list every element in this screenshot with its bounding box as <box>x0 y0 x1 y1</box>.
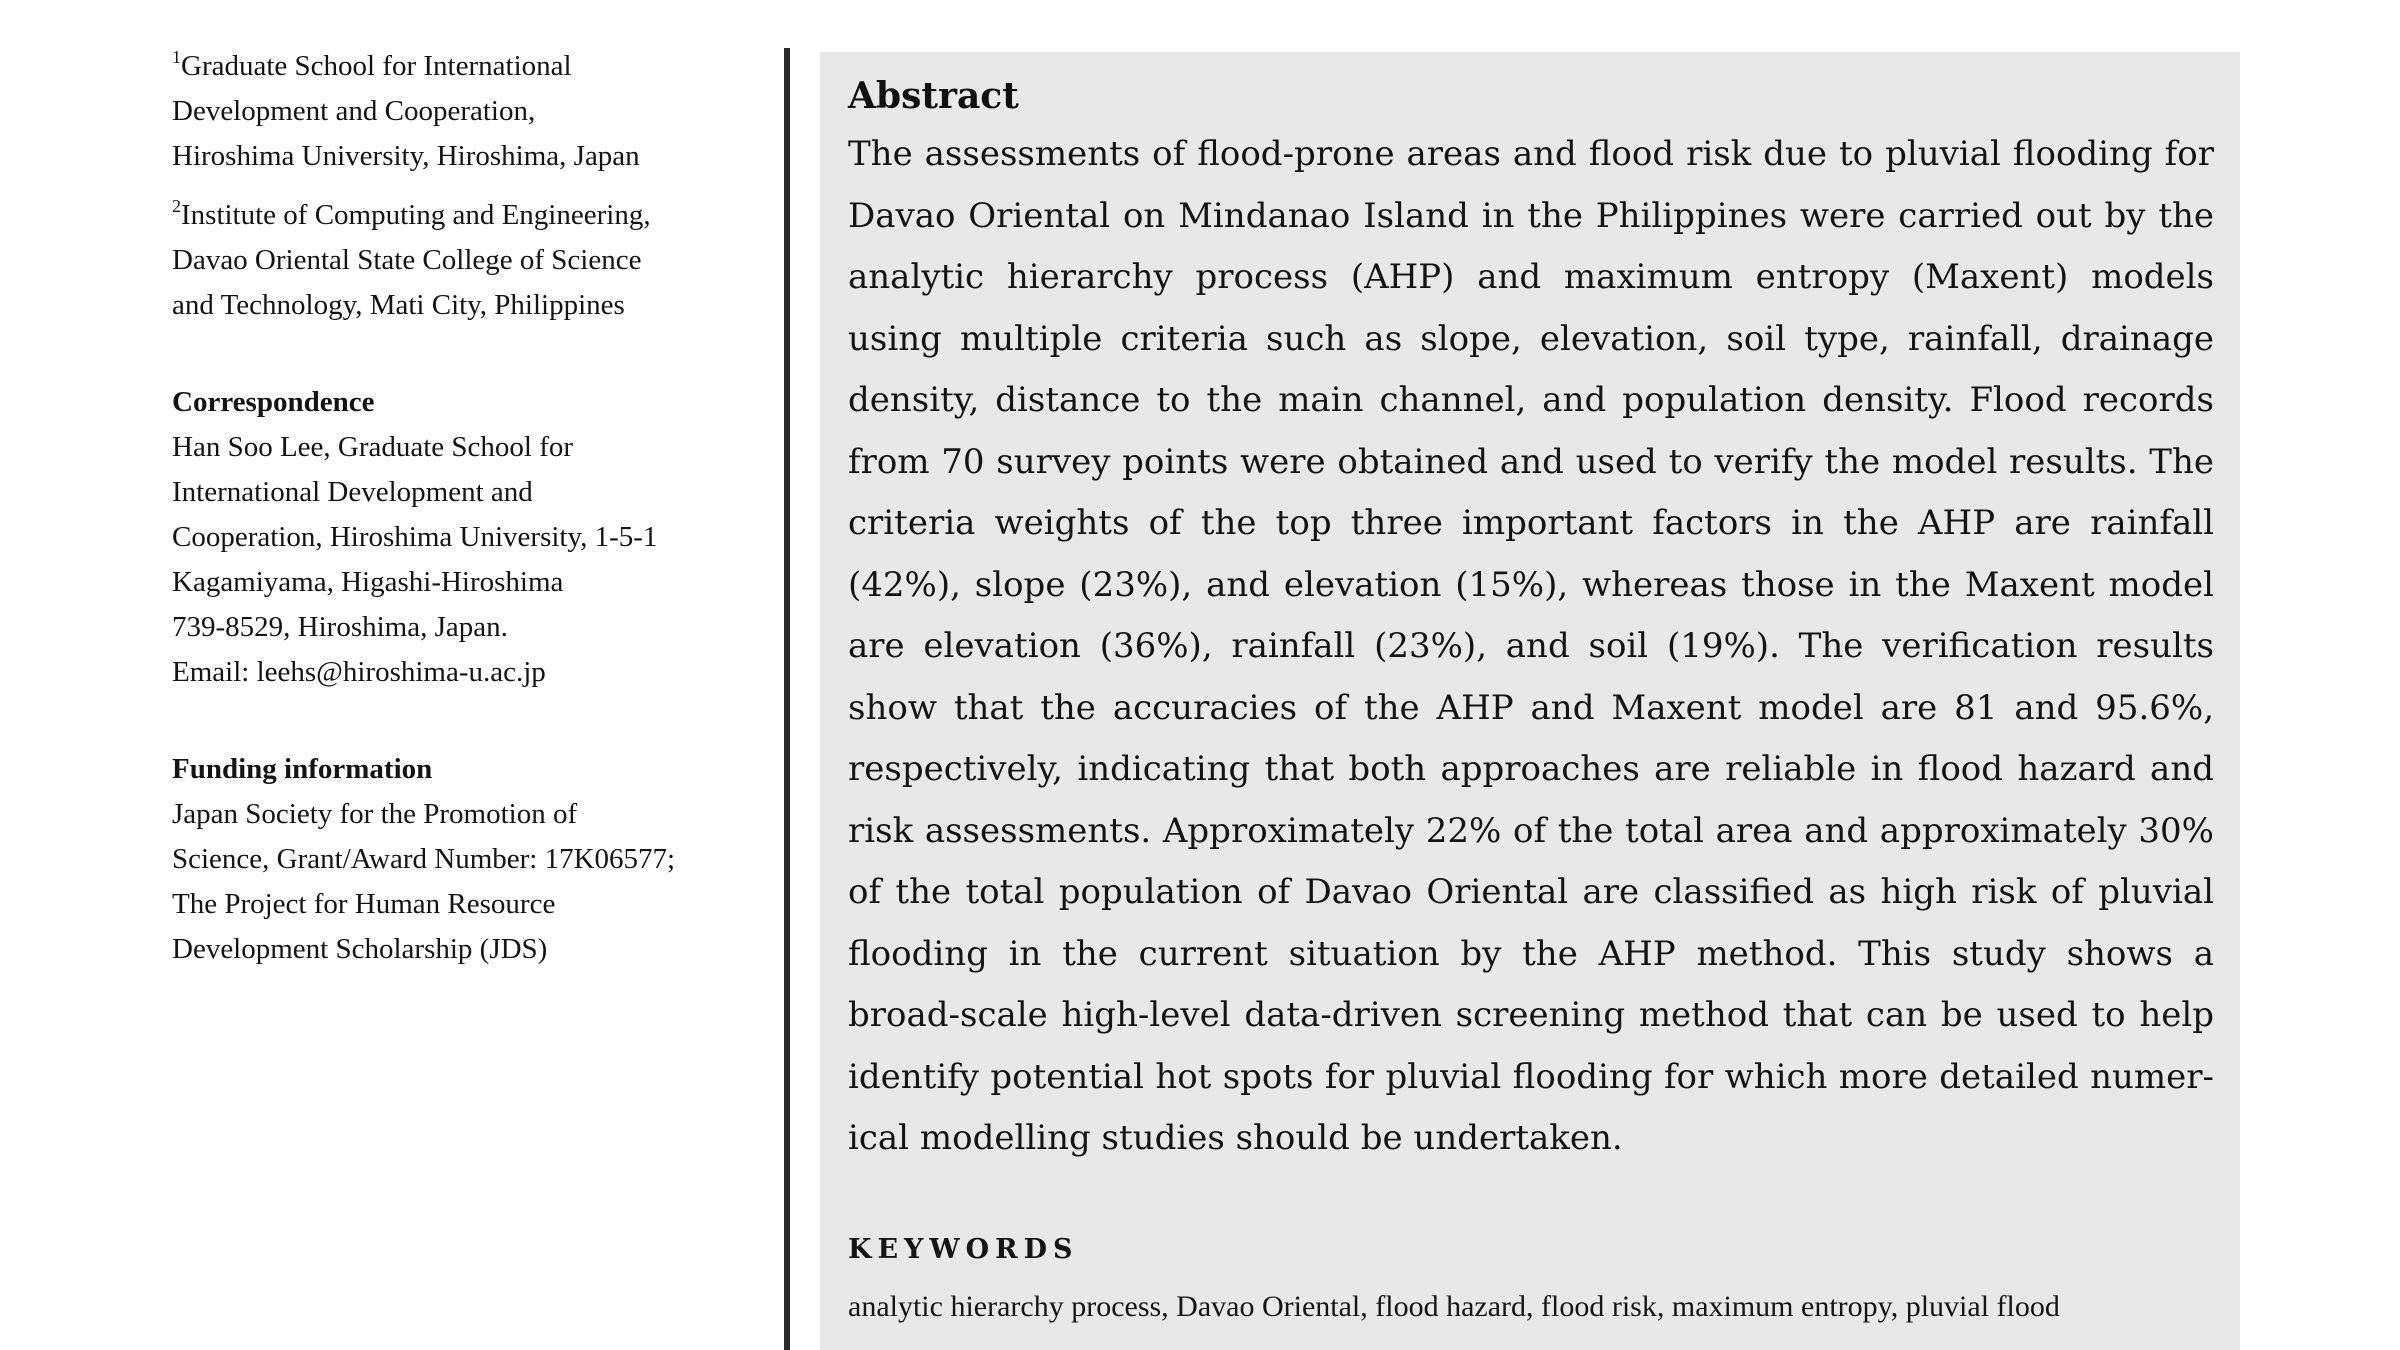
affiliation-line <box>172 44 772 89</box>
abstract-text: The assessments of flood-prone areas and flood risk due to pluvial flooding for Davao Oriental on Mindanao Island in the Philippines were carried out by the analytic hierarchy process (AHP) and maximum entropy (Maxent) models using multiple criteria such as slope, elevation, soil type, rainfall, drainage density, distance to the main channel, and population density. Flood records from 70 survey points were obtained and used to verify the model results. The criteria weights of the top three important factors in the AHP are rainfall (42%), slope (23%), and elevation (15%), whereas those in the Maxent model are elevation (36%), rainfall (23%), and soil (19%). The verification results show that the accuracies of the AHP and Maxent model are 81 and 95.6%, respectively, indicating that both approaches are reliable in flood hazard and risk assessments. Approximately 22% of the total area and approximately 30% of the total population of Davao Oriental are classified as high risk of pluvial flooding in the current situation by the AHP method. This study shows a broad-scale high-level data-driven screening method that can be used to help identify potential hot spots for pluvial flooding for which more detailed numerical modelling studies should be undertaken. <box>848 134 2214 1158</box>
funding-line: Japan Society for the Promotion of <box>172 798 578 830</box>
column-divider <box>784 48 790 1350</box>
affiliation-text: Graduate School for International <box>181 50 572 82</box>
affiliation-line: Hiroshima University, Hiroshima, Japan <box>172 140 640 172</box>
affiliation-2 <box>172 193 772 328</box>
affiliation-1 <box>172 44 772 179</box>
correspondence-section <box>172 380 772 695</box>
correspondence-email[interactable]: Email: leehs@hiroshima-u.ac.jp <box>172 656 546 688</box>
funding-heading: Funding information <box>172 753 433 785</box>
correspondence-line: Kagamiyama, Higashi-Hiroshima <box>172 566 564 598</box>
article-sidebar <box>172 44 772 972</box>
correspondence-line: Han Soo Lee, Graduate School for <box>172 431 574 463</box>
abstract-box <box>820 52 2240 1350</box>
correspondence-line: International Development and <box>172 476 533 508</box>
funding-line: Science, Grant/Award Number: 17K06577; <box>172 843 676 875</box>
funding-line: Development Scholarship (JDS) <box>172 933 548 965</box>
affiliation-line: and Technology, Mati City, Philippines <box>172 289 625 321</box>
affiliation-marker: 1 <box>172 47 181 67</box>
affiliation-line: Development and Cooperation, <box>172 95 536 127</box>
keywords-heading: KEYWORDS <box>848 1233 1079 1265</box>
funding-line: The Project for Human Resource <box>172 888 556 920</box>
abstract-heading: Abstract <box>848 75 1019 117</box>
keywords-text: analytic hierarchy process, Davao Oriental, flood hazard, flood risk, maximum entropy, pluvial flood <box>848 1289 2060 1323</box>
correspondence-line: Cooperation, Hiroshima University, 1-5-1 <box>172 521 658 553</box>
affiliation-line: Davao Oriental State College of Science <box>172 244 642 276</box>
abstract-content <box>848 68 2214 1329</box>
affiliation-text: Institute of Computing and Engineering, <box>181 199 651 231</box>
funding-section <box>172 747 772 972</box>
affiliation-marker: 2 <box>172 196 181 216</box>
affiliation-line <box>172 193 772 238</box>
correspondence-line: 739-8529, Hiroshima, Japan. <box>172 611 508 643</box>
correspondence-heading: Correspondence <box>172 386 375 418</box>
